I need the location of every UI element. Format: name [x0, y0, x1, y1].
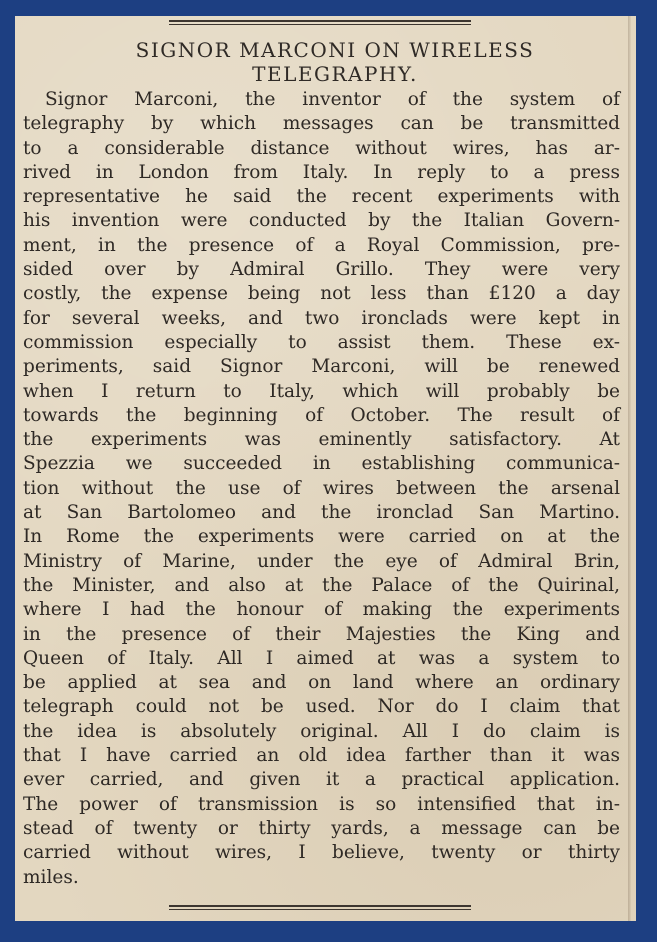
article-line: towards the beginning of October. The result of [23, 404, 620, 426]
article-line: the idea is absolutely original. All I do claim is [23, 720, 620, 742]
article-line: for several weeks, and two ironclads were kept in [23, 307, 620, 329]
article-line: representative he said the recent experiments with [23, 186, 620, 208]
article-line: periments, said Signor Marconi, will be renewed [23, 356, 620, 378]
article-line: carried without wires, I believe, twenty or thirty [23, 842, 620, 864]
article-line: where I had the honour of making the experiments [23, 599, 620, 621]
article-line: at San Bartolomeo and the ironclad San Martino. [23, 502, 620, 524]
article-body [23, 88, 620, 890]
article-line: the Minister, and also at the Palace of the Quirinal, [23, 574, 620, 596]
article-line: Spezzia we succeeded in establishing communica- [23, 453, 620, 475]
article-line: when I return to Italy, which will probably be [23, 380, 620, 402]
headline-line-2: TELEGRAPHY. [252, 62, 418, 86]
bottom-double-rule [169, 905, 471, 911]
article-line: miles. [23, 866, 79, 888]
headline-line-1: SIGNOR MARCONI ON WIRELESS [135, 38, 535, 62]
article-line: ever carried, and given it a practical application. [23, 769, 620, 791]
article-line: tion without the use of wires between the arsenal [23, 477, 620, 499]
article-line: rived in London from Italy. In reply to a press [23, 161, 620, 183]
article-line: telegraphy by which messages can be transmitted [23, 113, 620, 135]
article-line: costly, the expense being not less than £120 a day [23, 283, 620, 305]
article-line: The power of transmission is so intensified that in- [23, 793, 620, 815]
article-line: telegraph could not be used. Nor do I claim that [23, 696, 620, 718]
article-line: the experiments was eminently satisfactory. At [23, 429, 620, 451]
article-line: In Rome the experiments were carried on at the [23, 526, 620, 548]
article-line: that I have carried an old idea farther than it was [23, 745, 620, 767]
newspaper-clipping [15, 16, 636, 921]
article-line: commission especially to assist them. These ex- [23, 331, 620, 353]
article-line: stead of twenty or thirty yards, a message can be [23, 817, 620, 839]
article-line: to a considerable distance without wires, has ar- [23, 137, 620, 159]
article-line: Signor Marconi, the inventor of the system of [45, 89, 620, 110]
article-line: Ministry of Marine, under the eye of Admiral Brin, [23, 550, 620, 572]
article-line: in the presence of their Majesties the King and [23, 623, 620, 645]
article-line: Queen of Italy. All I aimed at was a system to [23, 647, 620, 669]
article-line: sided over by Admiral Grillo. They were very [23, 259, 620, 281]
top-double-rule [169, 20, 471, 26]
article-line: ment, in the presence of a Royal Commission, pre- [23, 234, 620, 256]
article-line: be applied at sea and on land where an ordinary [23, 672, 620, 694]
paper-edge-shadow [628, 16, 631, 921]
article-line: his invention were conducted by the Italian Govern- [23, 210, 620, 232]
